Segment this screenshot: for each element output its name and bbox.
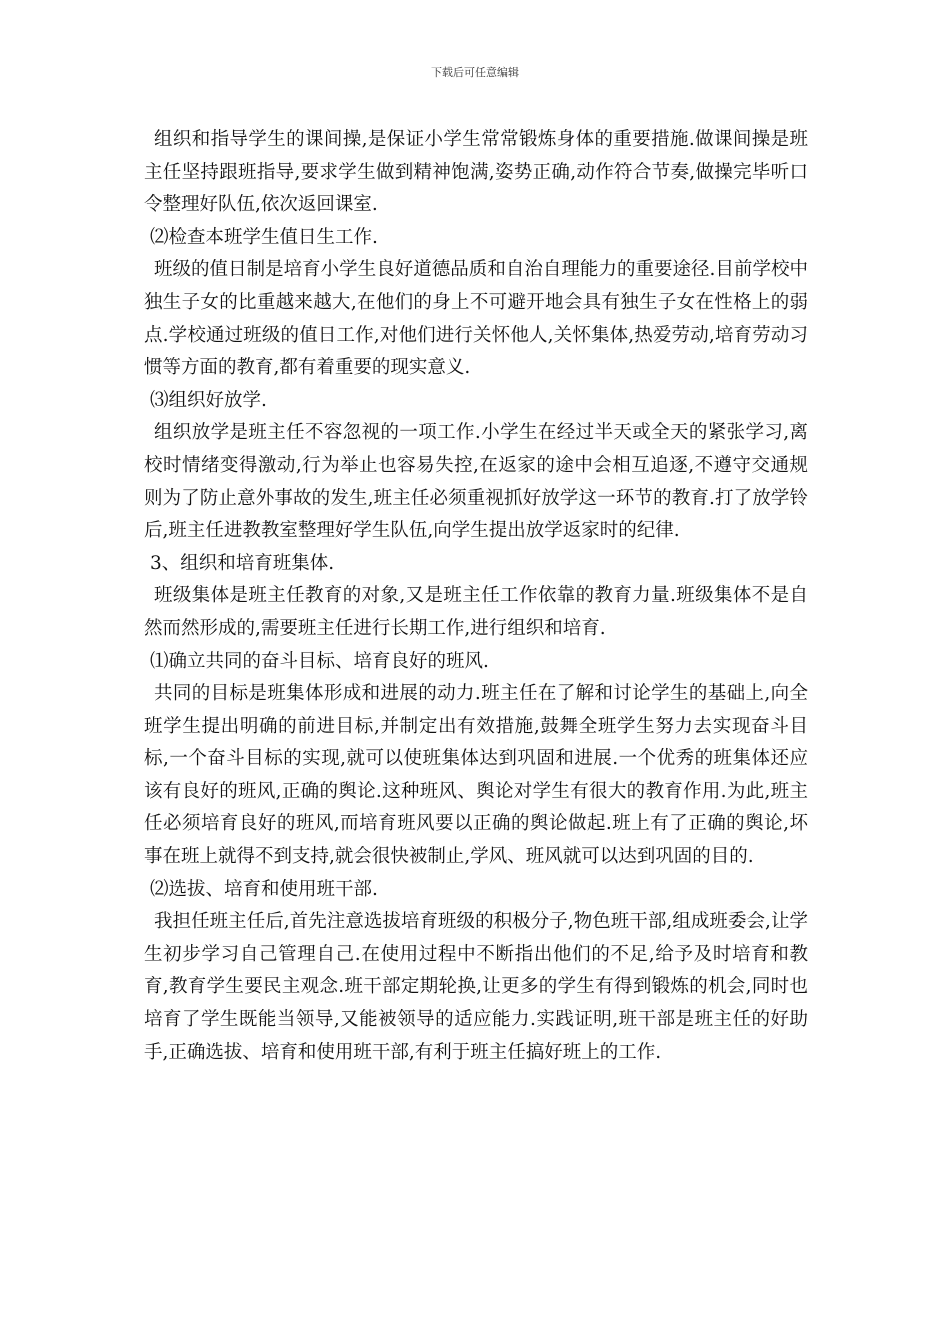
section-heading: ⑴确立共同的奋斗目标、培育良好的班风.	[150, 650, 489, 672]
section-heading: ⑵选拔、培育和使用班干部.	[150, 878, 378, 900]
document-body	[144, 124, 808, 1069]
paragraph: 我担任班主任后,首先注意选拔培育班级的积极分子,物色班干部,组成班委会,让学生初步学习自己管理自己.在使用过程中不断指出他们的不足,给予及时培育和教育,教育学生要民主观念.班干部定期轮换,让更多的学生有得到锻炼的机会,同时也培育了学生既能当领导,又能被领导的适应能力.实践证明,班干部是班主任的好助手,正确选拔、培育和使用班干部,有利于班主任搞好班上的工作.	[144, 911, 808, 1063]
page-header: 下载后可任意编辑	[431, 66, 519, 79]
section-heading: ⑶组织好放学.	[150, 389, 267, 411]
paragraph: 组织放学是班主任不容忽视的一项工作.小学生在经过半天或全天的紧张学习,离校时情绪变得激动,行为举止也容易失控,在返家的途中会相互追逐,不遵守交通规则为了防止意外事故的发生,班主任必须重视抓好放学这一环节的教育.打了放学铃后,班主任进教教室整理好学生队伍,向学生提出放学返家时的纪律.	[144, 422, 808, 542]
paragraph: 共同的目标是班集体形成和进展的动力.班主任在了解和讨论学生的基础上,向全班学生提出明确的前进目标,并制定出有效措施,鼓舞全班学生努力去实现奋斗目标,一个奋斗目标的实现,就可以使班集体达到巩固和进展.一个优秀的班集体还应该有良好的班风,正确的舆论.这种班风、舆论对学生有很大的教育作用.为此,班主任必须培育良好的班风,而培育班风要以正确的舆论做起.班上有了正确的舆论,坏事在班上就得不到支持,就会很快被制止,学风、班风就可以达到巩固的目的.	[144, 683, 808, 868]
paragraph: 班级集体是班主任教育的对象,又是班主任工作依靠的教育力量.班级集体不是自然而然形成的,需要班主任进行长期工作,进行组织和培育.	[144, 585, 808, 639]
paragraph: 组织和指导学生的课间操,是保证小学生常常锻炼身体的重要措施.做课间操是班主任坚持跟班指导,要求学生做到精神饱满,姿势正确,动作符合节奏,做操完毕听口令整理好队伍,依次返回课室.	[144, 129, 808, 216]
section-heading: ⑵检查本班学生值日生工作.	[150, 226, 378, 248]
paragraph: 班级的值日制是培育小学生良好道德品质和自治自理能力的重要途径.目前学校中独生子女的比重越来越大,在他们的身上不可避开地会具有独生子女在性格上的弱点.学校通过班级的值日工作,对他们进行关怀他人,关怀集体,热爱劳动,培育劳动习惯等方面的教育,都有着重要的现实意义.	[144, 259, 808, 379]
section-heading: 3、组织和培育班集体.	[150, 552, 335, 574]
